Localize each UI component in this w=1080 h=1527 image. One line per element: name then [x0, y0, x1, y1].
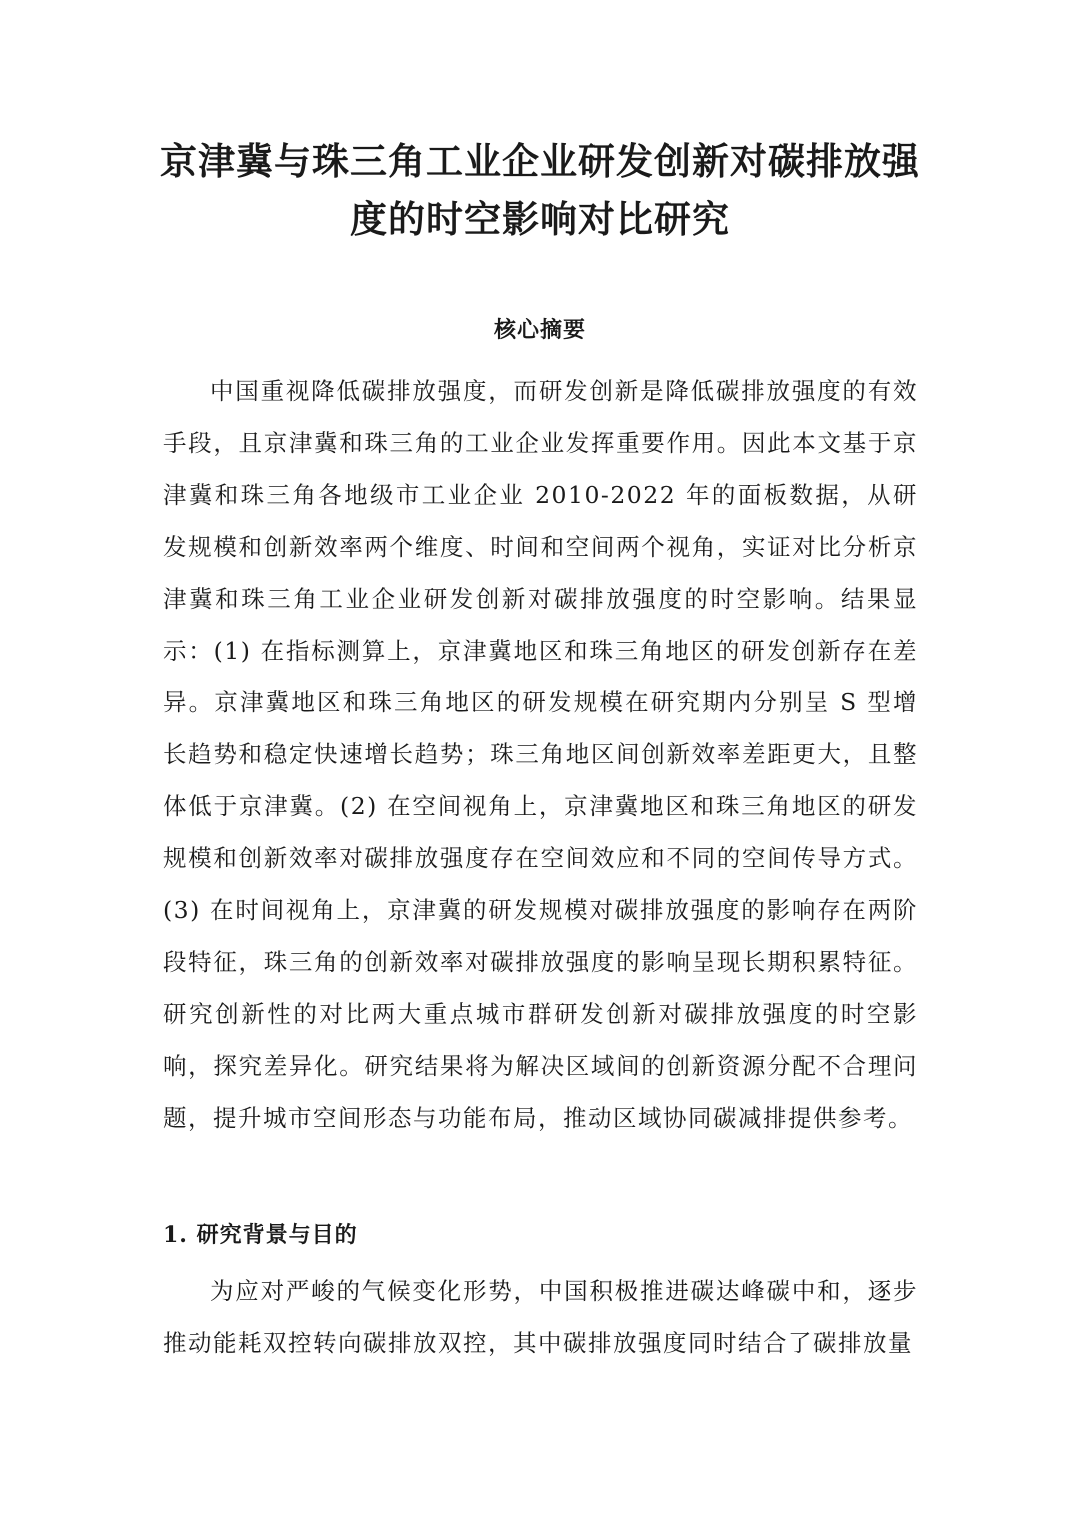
abstract-heading: 核心摘要 — [493, 317, 586, 343]
paper-title: 京津冀与珠三角工业企业研发创新对碳排放强度的时空影响对比研究 — [160, 139, 920, 241]
abstract-paragraph: 中国重视降低碳排放强度，而研发创新是降低碳排放强度的有效手段，且京津冀和珠三角的工业企业发挥重要作用。因此本文基于京津冀和珠三角各地级市工业企业 2010-2022 年的面板数据，从研发规模和创新效率两个维度、时间和空间两个视角，实证对比分析京津冀和珠三角工业企业研发创新对碳排放强度的时空影响。结果显示：(1) 在指标测算上，京津冀地区和珠三角地区的研发创新存在差异。京津冀地区和珠三角地区的研发规模在研究期内分别呈 S 型增长趋势和稳定快速增长趋势；珠三角地区间创新效率差距更大，且整体低于京津冀。(2) 在空间视角上，京津冀地区和珠三角地区的研发规模和创新效率对碳排放强度存在空间效应和不同的空间传导方式。(3) 在时间视角上，京津冀的研发规模对碳排放强度的影响存在两阶段特征，珠三角的创新效率对碳排放强度的影响呈现长期积累特征。研究创新性的对比两大重点城市群研发创新对碳排放强度的时空影响，探究差异化。研究结果将为解决区域间的创新资源分配不合理问题，提升城市空间形态与功能布局，推动区域协同碳减排提供参考。 — [163, 377, 918, 1132]
section-heading-1: 1. 研究背景与目的 — [163, 1222, 358, 1248]
section-1-paragraph: 为应对严峻的气候变化形势，中国积极推进碳达峰碳中和，逐步推动能耗双控转向碳排放双控，其中碳排放强度同时结合了碳排放量 — [163, 1277, 918, 1357]
